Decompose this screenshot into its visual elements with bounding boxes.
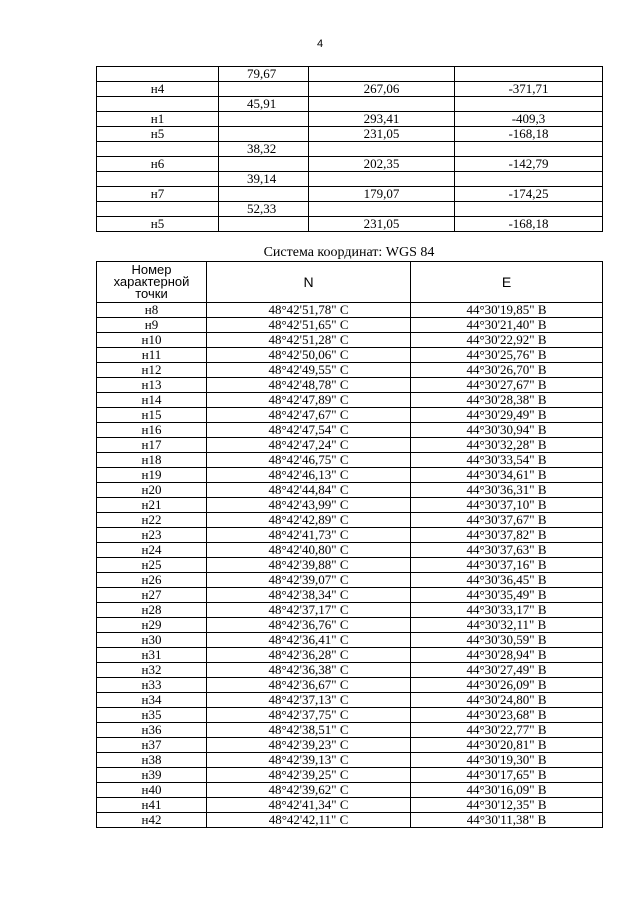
e-coordinate-cell: 44°30'22,77" В [411,723,603,738]
dx-cell [309,97,455,112]
point-number-cell: н12 [97,363,207,378]
n-coordinate-cell: 48°42'39,25" С [207,768,411,783]
e-coordinate-cell: 44°30'17,65" В [411,768,603,783]
coordinates-row [97,603,603,618]
point-number-cell: н39 [97,768,207,783]
dx-cell [309,142,455,157]
header-e: E [411,262,603,303]
dy-cell: -409,3 [455,112,603,127]
segment-table-row [97,97,603,112]
length-cell [219,187,309,202]
e-coordinate-cell: 44°30'36,31" В [411,483,603,498]
e-coordinate-cell: 44°30'35,49" В [411,588,603,603]
n-coordinate-cell: 48°42'47,24" С [207,438,411,453]
coordinate-system-caption: Система координат: WGS 84 [263,245,435,260]
coordinates-row [97,618,603,633]
e-coordinate-cell: 44°30'26,09" В [411,678,603,693]
coordinates-row [97,348,603,363]
n-coordinate-cell: 48°42'39,88" С [207,558,411,573]
length-cell: 45,91 [219,97,309,112]
point-number-cell: н15 [97,408,207,423]
e-coordinate-cell: 44°30'12,35" В [411,798,603,813]
e-coordinate-cell: 44°30'25,76" В [411,348,603,363]
coordinates-row [97,558,603,573]
e-coordinate-cell: 44°30'23,68" В [411,708,603,723]
coordinates-row [97,648,603,663]
coordinates-row [97,783,603,798]
dy-cell [455,67,603,82]
n-coordinate-cell: 48°42'47,89" С [207,393,411,408]
e-coordinate-cell: 44°30'33,54" В [411,453,603,468]
point-number-cell: н26 [97,573,207,588]
point-number-cell: н24 [97,543,207,558]
n-coordinate-cell: 48°42'40,80" С [207,543,411,558]
coordinates-row [97,678,603,693]
n-coordinate-cell: 48°42'46,13" С [207,468,411,483]
coordinates-row [97,798,603,813]
coordinates-row [97,693,603,708]
point-number-cell: н34 [97,693,207,708]
dx-cell: 293,41 [309,112,455,127]
segment-table-row [97,202,603,217]
point-number-cell: н22 [97,513,207,528]
point-number-cell: н41 [97,798,207,813]
length-cell [219,157,309,172]
e-coordinate-cell: 44°30'29,49" В [411,408,603,423]
dy-cell [455,97,603,112]
length-cell [219,82,309,97]
coordinates-row [97,483,603,498]
segment-table-row [97,67,603,82]
dx-cell [309,172,455,187]
point-number-cell: н32 [97,663,207,678]
point-number-cell: н20 [97,483,207,498]
e-coordinate-cell: 44°30'32,11" В [411,618,603,633]
point-number-cell: н11 [97,348,207,363]
e-coordinate-cell: 44°30'33,17" В [411,603,603,618]
e-coordinate-cell: 44°30'30,94" В [411,423,603,438]
n-coordinate-cell: 48°42'36,67" С [207,678,411,693]
point-number-cell: н27 [97,588,207,603]
n-coordinate-cell: 48°42'39,23" С [207,738,411,753]
point-cell [97,172,219,187]
n-coordinate-cell: 48°42'39,13" С [207,753,411,768]
point-cell [97,202,219,217]
dy-cell: -142,79 [455,157,603,172]
coordinates-row [97,573,603,588]
coordinates-row [97,438,603,453]
e-coordinate-cell: 44°30'22,92" В [411,333,603,348]
coordinates-row [97,513,603,528]
dy-cell [455,202,603,217]
coordinates-row [97,528,603,543]
coordinates-row [97,318,603,333]
coordinates-row [97,408,603,423]
coordinates-table-body [97,303,603,828]
length-cell [219,217,309,232]
segment-table-row [97,172,603,187]
point-number-cell: н25 [97,558,207,573]
point-number-cell: н17 [97,438,207,453]
e-coordinate-cell: 44°30'19,85" В [411,303,603,318]
segment-table-row [97,82,603,97]
coordinates-row [97,723,603,738]
segment-table-row [97,142,603,157]
e-coordinate-cell: 44°30'16,09" В [411,783,603,798]
point-number-cell: н42 [97,813,207,828]
coordinates-row [97,753,603,768]
point-cell [97,97,219,112]
n-coordinate-cell: 48°42'37,13" С [207,693,411,708]
length-cell: 79,67 [219,67,309,82]
dx-cell: 202,35 [309,157,455,172]
e-coordinate-cell: 44°30'11,38" В [411,813,603,828]
point-number-cell: н16 [97,423,207,438]
dx-cell [309,67,455,82]
n-coordinate-cell: 48°42'41,73" С [207,528,411,543]
e-coordinate-cell: 44°30'37,82" В [411,528,603,543]
e-coordinate-cell: 44°30'30,59" В [411,633,603,648]
dx-cell [309,202,455,217]
n-coordinate-cell: 48°42'36,38" С [207,663,411,678]
e-coordinate-cell: 44°30'37,16" В [411,558,603,573]
n-coordinate-cell: 48°42'39,07" С [207,573,411,588]
n-coordinate-cell: 48°42'36,41" С [207,633,411,648]
segment-table-row [97,127,603,142]
coordinates-row [97,768,603,783]
point-cell: н7 [97,187,219,202]
coordinates-row [97,378,603,393]
point-number-cell: н21 [97,498,207,513]
n-coordinate-cell: 48°42'36,28" С [207,648,411,663]
n-coordinate-cell: 48°42'51,65" С [207,318,411,333]
header-point-number: Номер характерной точки [97,262,207,303]
n-coordinate-cell: 48°42'47,67" С [207,408,411,423]
point-number-cell: н36 [97,723,207,738]
n-coordinate-cell: 48°42'44,84" С [207,483,411,498]
point-number-cell: н37 [97,738,207,753]
point-number-cell: н38 [97,753,207,768]
point-cell: н1 [97,112,219,127]
dx-cell: 231,05 [309,127,455,142]
length-cell: 38,32 [219,142,309,157]
n-coordinate-cell: 48°42'42,11" С [207,813,411,828]
e-coordinate-cell: 44°30'28,38" В [411,393,603,408]
e-coordinate-cell: 44°30'37,67" В [411,513,603,528]
dy-cell: -168,18 [455,127,603,142]
coordinates-row [97,303,603,318]
segment-table-row [97,157,603,172]
point-cell: н6 [97,157,219,172]
coordinates-row [97,498,603,513]
point-number-cell: н10 [97,333,207,348]
coordinates-row [97,588,603,603]
e-coordinate-cell: 44°30'19,30" В [411,753,603,768]
e-coordinate-cell: 44°30'34,61" В [411,468,603,483]
e-coordinate-cell: 44°30'21,40" В [411,318,603,333]
segment-table-body [97,67,603,232]
n-coordinate-cell: 48°42'37,17" С [207,603,411,618]
point-number-cell: н30 [97,633,207,648]
coordinates-row [97,738,603,753]
coordinates-row [97,633,603,648]
coordinates-header-row [97,262,603,303]
length-cell: 52,33 [219,202,309,217]
n-coordinate-cell: 48°42'51,28" С [207,333,411,348]
coordinates-row [97,453,603,468]
coordinates-row [97,468,603,483]
dy-cell [455,172,603,187]
e-coordinate-cell: 44°30'37,10" В [411,498,603,513]
segment-table-row [97,187,603,202]
n-coordinate-cell: 48°42'51,78" С [207,303,411,318]
n-coordinate-cell: 48°42'49,55" С [207,363,411,378]
dx-cell: 267,06 [309,82,455,97]
coordinates-row [97,333,603,348]
point-number-cell: н9 [97,318,207,333]
point-cell: н5 [97,217,219,232]
coordinates-row [97,663,603,678]
n-coordinate-cell: 48°42'38,51" С [207,723,411,738]
coordinates-row [97,708,603,723]
point-number-cell: н35 [97,708,207,723]
dy-cell: -168,18 [455,217,603,232]
length-cell: 39,14 [219,172,309,187]
point-number-cell: н40 [97,783,207,798]
n-coordinate-cell: 48°42'37,75" С [207,708,411,723]
coordinates-row [97,393,603,408]
n-coordinate-cell: 48°42'39,62" С [207,783,411,798]
point-number-cell: н18 [97,453,207,468]
dy-cell [455,142,603,157]
header-n: N [207,262,411,303]
point-cell [97,67,219,82]
point-number-cell: н8 [97,303,207,318]
point-number-cell: н29 [97,618,207,633]
point-number-cell: н13 [97,378,207,393]
segment-table-row [97,112,603,127]
point-number-cell: н19 [97,468,207,483]
n-coordinate-cell: 48°42'48,78" С [207,378,411,393]
e-coordinate-cell: 44°30'27,67" В [411,378,603,393]
point-number-cell: н14 [97,393,207,408]
n-coordinate-cell: 48°42'41,34" С [207,798,411,813]
point-cell: н4 [97,82,219,97]
e-coordinate-cell: 44°30'28,94" В [411,648,603,663]
point-number-cell: н33 [97,678,207,693]
dx-cell: 179,07 [309,187,455,202]
point-number-cell: н28 [97,603,207,618]
coordinates-table [96,261,603,828]
point-number-cell: н23 [97,528,207,543]
point-cell: н5 [97,127,219,142]
coordinates-row [97,363,603,378]
n-coordinate-cell: 48°42'36,76" С [207,618,411,633]
e-coordinate-cell: 44°30'27,49" В [411,663,603,678]
e-coordinate-cell: 44°30'24,80" В [411,693,603,708]
n-coordinate-cell: 48°42'38,34" С [207,588,411,603]
point-cell [97,142,219,157]
coordinates-row [97,543,603,558]
e-coordinate-cell: 44°30'36,45" В [411,573,603,588]
e-coordinate-cell: 44°30'37,63" В [411,543,603,558]
n-coordinate-cell: 48°42'43,99" С [207,498,411,513]
length-cell [219,127,309,142]
dx-cell: 231,05 [309,217,455,232]
page-number: 4 [316,38,324,50]
length-cell [219,112,309,127]
n-coordinate-cell: 48°42'50,06" С [207,348,411,363]
segment-table-row [97,217,603,232]
n-coordinate-cell: 48°42'42,89" С [207,513,411,528]
dy-cell: -371,71 [455,82,603,97]
n-coordinate-cell: 48°42'46,75" С [207,453,411,468]
point-number-cell: н31 [97,648,207,663]
coordinates-row [97,423,603,438]
e-coordinate-cell: 44°30'20,81" В [411,738,603,753]
dy-cell: -174,25 [455,187,603,202]
coordinates-row [97,813,603,828]
n-coordinate-cell: 48°42'47,54" С [207,423,411,438]
e-coordinate-cell: 44°30'32,28" В [411,438,603,453]
e-coordinate-cell: 44°30'26,70" В [411,363,603,378]
segment-table [96,66,603,232]
